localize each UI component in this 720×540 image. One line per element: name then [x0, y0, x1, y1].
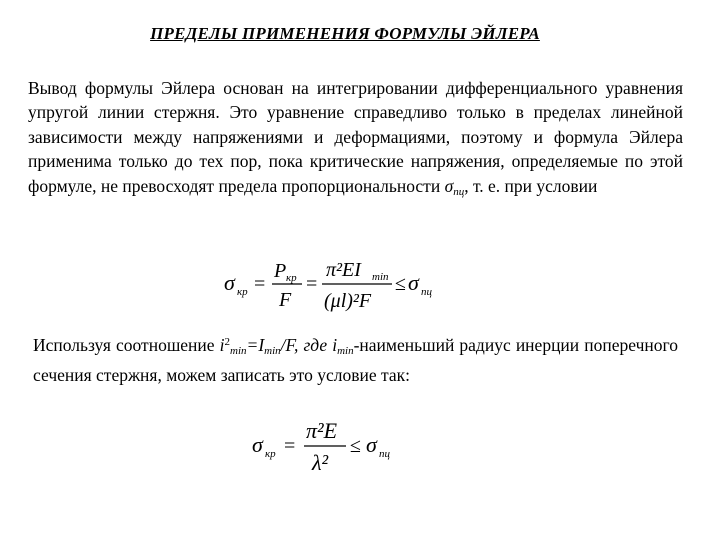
f1-min: min	[372, 271, 389, 283]
slide-title: ПРЕДЕЛЫ ПРИМЕНЕНИЯ ФОРМУЛЫ ЭЙЛЕРА	[150, 24, 540, 43]
f1-pi2EI: π²EI	[326, 259, 361, 281]
p2-i2: i	[332, 335, 338, 355]
paragraph-radius-of-gyration	[33, 330, 678, 388]
f1-F: F	[279, 289, 292, 311]
f1-mu-l: (μl)²F	[324, 290, 372, 312]
svg-text:=: =	[306, 273, 318, 295]
paragraph-euler-derivation	[28, 76, 683, 204]
f2-sigma-2: σ	[366, 432, 377, 457]
f2-le: ≤	[350, 435, 361, 457]
p2-i: i	[219, 335, 225, 355]
f2-lambda2: λ²	[312, 450, 329, 475]
f2-sub-kr: кр	[265, 448, 276, 460]
paragraph-text: Вывод формулы Эйлера основан на интегрировании дифференциального уравнения упругой линии стержня. Это уравнение справедливо только в пределах линейной зависимости между напряжениями и деформациями, поэтому и формула Эйлера применима только до тех пор, пока критические напряжения, определяемые по этой формуле, не превосходят предела пропорциональности	[28, 78, 683, 196]
sigma-subscript: пц	[453, 185, 465, 198]
f1-sigma-2: σ	[408, 270, 419, 295]
p2-slashF: /F, где	[280, 335, 333, 355]
sigma-symbol: σ	[444, 175, 454, 196]
f1-sub-kr-2: кр	[286, 272, 297, 284]
slenderness-stress-formula	[250, 414, 410, 476]
euler-critical-stress-formula	[222, 250, 442, 314]
svg-text:=: =	[254, 273, 266, 295]
f1-le: ≤	[395, 273, 406, 295]
p2-min: min	[230, 345, 247, 357]
p2-sup2: 2	[224, 336, 231, 348]
svg-text:=: =	[284, 435, 296, 457]
f2-sub-pc: пц	[379, 448, 390, 460]
p2-prefix: Используя соотношение	[33, 335, 220, 355]
f2-sigma: σ	[252, 432, 263, 457]
p2-min3: min	[337, 345, 354, 357]
p2-eq: =I	[246, 335, 265, 355]
p2-min2: min	[264, 345, 281, 357]
f1-sigma: σ	[224, 270, 235, 295]
paragraph-tail: , т. е. при условии	[464, 175, 598, 196]
f1-sub-pc: пц	[421, 286, 432, 298]
p2-rest: -наименьший радиус инерции поперечного сечения стержня, можем записать это условие так:	[33, 335, 678, 386]
f1-sub-kr: кр	[237, 286, 248, 298]
f1-P: P	[274, 260, 287, 282]
f2-pi2E: π²E	[306, 418, 338, 443]
